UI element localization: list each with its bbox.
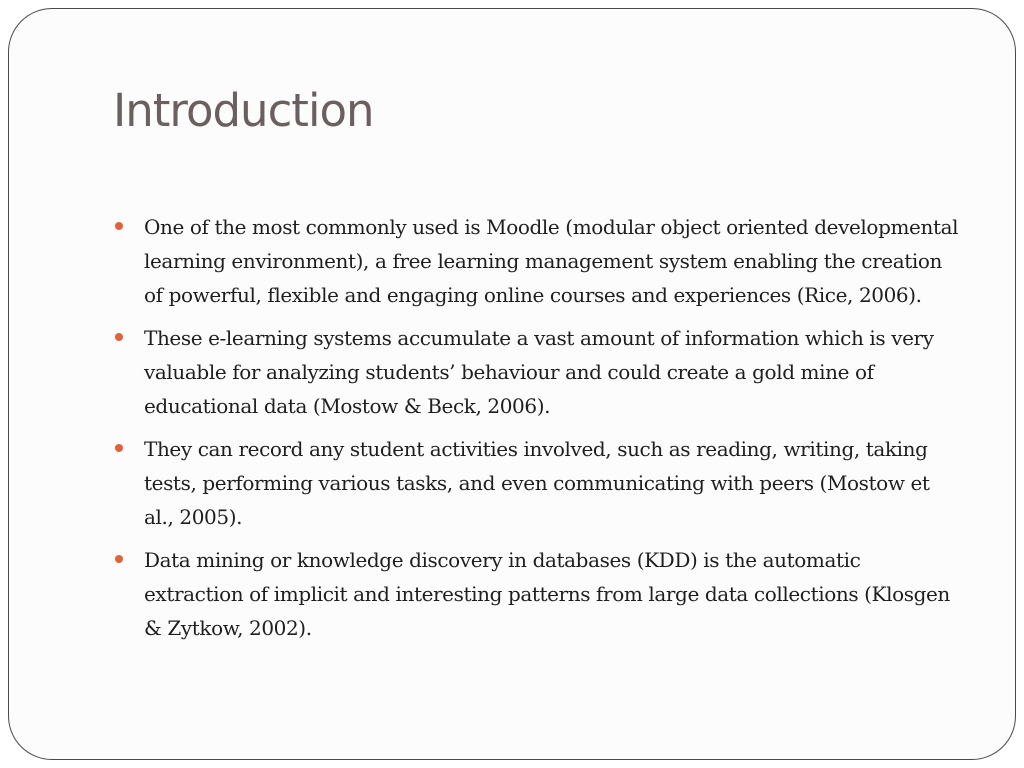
bullet-item: [113, 321, 963, 423]
bullet-text: Data mining or knowledge discovery in databases (KDD) is the automatic extraction of implicit and interesting patterns from large data collections (Klosgen & Zytkow, 2002).: [144, 548, 950, 640]
bullet-item: [113, 210, 963, 312]
bullet-dot-icon: [115, 444, 123, 452]
bullet-text: These e-learning systems accumulate a vast amount of information which is very valuable for analyzing students’ behaviour and could create a gold mine of educational data (Mostow & Beck, 2006).: [144, 326, 934, 418]
bullet-text: They can record any student activities involved, such as reading, writing, taking tests, performing various tasks, and even communicating with peers (Mostow et al., 2005).: [144, 437, 930, 529]
bullet-text: One of the most commonly used is Moodle (modular object oriented developmental learning environment), a free learning management system enabling the creation of powerful, flexible and engaging online courses and experiences (Rice, 2006).: [144, 215, 959, 307]
bullet-item: [113, 543, 963, 645]
bullet-dot-icon: [115, 555, 123, 563]
bullet-dot-icon: [115, 333, 123, 341]
bullet-list: [113, 210, 963, 654]
slide-title: Introduction: [113, 84, 374, 137]
bullet-item: [113, 432, 963, 534]
bullet-dot-icon: [115, 222, 123, 230]
